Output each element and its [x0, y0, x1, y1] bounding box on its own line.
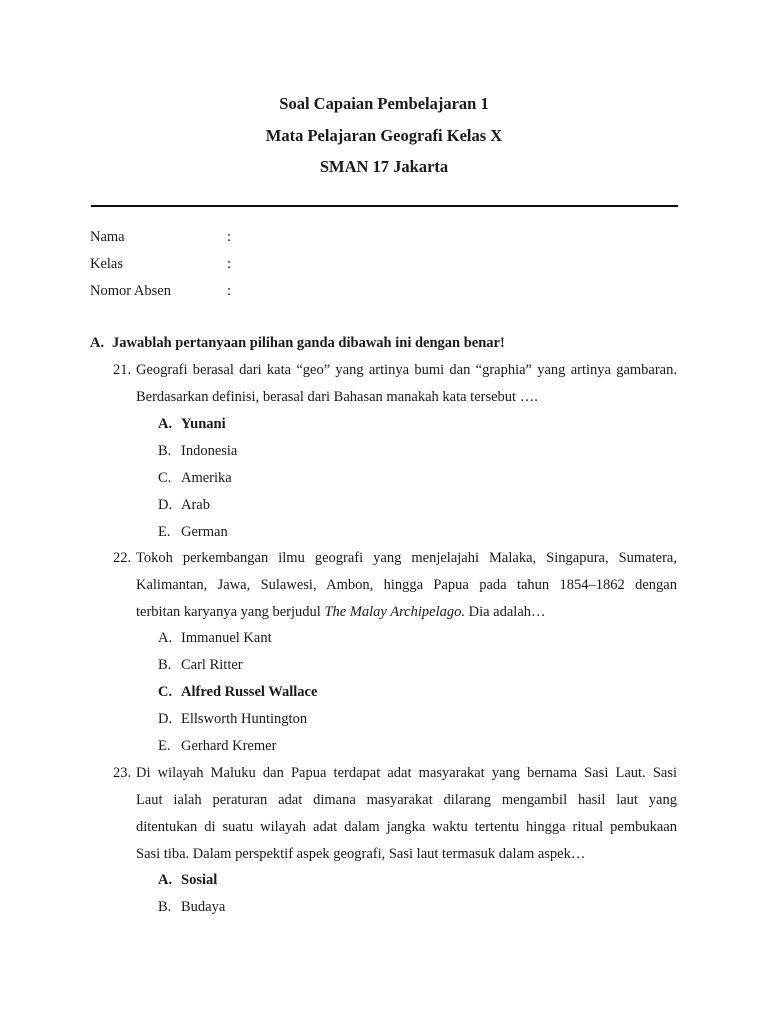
question-number: 23.: [113, 765, 132, 781]
option-text: Gerhard Kremer: [181, 738, 277, 754]
option-letter: E.: [158, 738, 171, 754]
section-letter: A.: [90, 335, 105, 351]
question-number: 22.: [113, 550, 132, 566]
answer-option: [158, 523, 228, 541]
option-text: Alfred Russel Wallace: [181, 684, 318, 700]
question-text-line: ditentukan di suatu wilayah adat dalam jangka waktu tertentu hingga ritual pembukaan: [136, 819, 677, 835]
option-letter: D.: [158, 711, 173, 727]
answer-option-correct: [158, 871, 217, 889]
identity-label-kelas: Kelas: [90, 256, 124, 272]
option-letter: E.: [158, 524, 171, 540]
option-text: Budaya: [181, 899, 226, 915]
answer-option: [158, 656, 243, 674]
identity-label-nomor-absen: Nomor Absen: [90, 283, 171, 299]
option-text: Amerika: [181, 470, 232, 486]
option-letter: C.: [158, 684, 173, 700]
question-text-pre: terbitan karyanya yang berjudul: [136, 604, 325, 620]
answer-option: [158, 469, 232, 487]
option-letter: A.: [158, 872, 173, 888]
option-text: Immanuel Kant: [181, 630, 272, 646]
option-text: Arab: [181, 497, 210, 513]
identity-label-nama: Nama: [90, 229, 125, 245]
header-divider: [91, 205, 678, 207]
answer-option: [158, 442, 237, 460]
option-text: Sosial: [181, 872, 218, 888]
question-text-line: Di wilayah Maluku dan Papua terdapat adat masyarakat yang bernama Sasi Laut. Sasi: [136, 765, 677, 781]
option-text: Carl Ritter: [181, 657, 243, 673]
identity-colon: :: [227, 229, 232, 245]
answer-option: [158, 629, 272, 647]
identity-colon: :: [227, 256, 232, 272]
answer-option-correct: [158, 415, 226, 433]
book-title: The Malay Archipelago.: [324, 604, 465, 620]
option-text: Indonesia: [181, 443, 238, 459]
subject-title: Mata Pelajaran Geografi Kelas X: [265, 126, 503, 145]
answer-option: [158, 898, 225, 916]
section-heading: [90, 334, 505, 352]
answer-option: [158, 737, 276, 755]
option-letter: A.: [158, 416, 173, 432]
question-text-line: Berdasarkan definisi, berasal dari Bahasan manakah kata tersebut ….: [136, 389, 538, 405]
answer-option: [158, 496, 210, 514]
question-text-line: Laut ialah peraturan adat dimana masyarakat dilarang mengambil hasil laut yang: [136, 792, 677, 808]
option-letter: B.: [158, 657, 172, 673]
question-text-line: [136, 603, 677, 621]
question-text-line: Sasi tiba. Dalam perspektif aspek geografi, Sasi laut termasuk dalam aspek…: [136, 846, 586, 862]
option-text: German: [181, 524, 228, 540]
question-text-line: Geografi berasal dari kata “geo” yang artinya bumi dan “graphia” yang artinya gambaran.: [136, 362, 677, 378]
answer-option: [158, 710, 307, 728]
option-letter: B.: [158, 899, 172, 915]
document-title: Soal Capaian Pembelajaran 1: [279, 94, 489, 113]
question-text-line: Kalimantan, Jawa, Sulawesi, Ambon, hingga Papua pada tahun 1854–1862 dengan: [136, 577, 677, 593]
question-text-line: Tokoh perkembangan ilmu geografi yang menjelajahi Malaka, Singapura, Sumatera,: [136, 550, 677, 566]
option-letter: A.: [158, 630, 173, 646]
question-text-post: Dia adalah…: [464, 604, 546, 620]
option-letter: B.: [158, 443, 172, 459]
answer-option-correct: [158, 683, 317, 701]
option-text: Yunani: [181, 416, 226, 432]
option-letter: C.: [158, 470, 172, 486]
question-number: 21.: [113, 362, 132, 378]
section-title: Jawablah pertanyaan pilihan ganda dibawah ini dengan benar!: [112, 335, 505, 351]
identity-colon: :: [227, 283, 232, 299]
option-letter: D.: [158, 497, 173, 513]
option-text: Ellsworth Huntington: [181, 711, 308, 727]
school-name: SMAN 17 Jakarta: [319, 157, 449, 176]
